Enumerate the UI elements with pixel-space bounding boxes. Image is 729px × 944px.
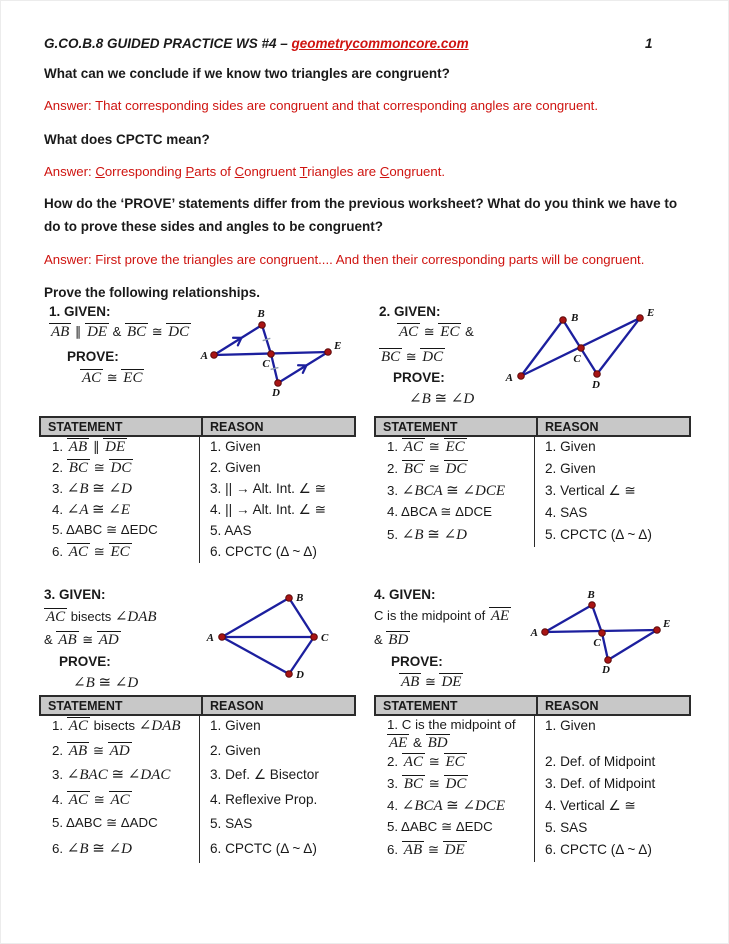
problem3-proof-table	[39, 695, 356, 863]
underlined-letter: C	[95, 164, 105, 179]
reason-cell: 4. SAS	[534, 503, 691, 525]
proof-row	[39, 790, 356, 815]
reason-cell: 5. CPCTC (Δ ~ Δ)	[534, 525, 691, 547]
answer-2: Answer: Corresponding Parts of Congruent Triangles are Congruent.	[44, 164, 446, 179]
statement-cell: 3. ∠B ≅ ∠D	[52, 481, 132, 497]
question-1: What can we conclude if we know two triangles are congruent?	[44, 66, 450, 81]
diagram-edge	[608, 630, 657, 660]
vertex-label: A	[206, 632, 214, 644]
math-segment: ∠BCA ≅ ∠DCE	[401, 798, 506, 815]
title-link[interactable]: geometrycommoncore.com	[291, 36, 469, 51]
overlined-segment: DC	[422, 349, 444, 365]
overlined-segment: AC	[110, 791, 130, 808]
problem4-diagram	[529, 591, 681, 683]
overlined-segment: AD	[98, 632, 119, 648]
statement-cell: 5. ΔABC ≅ ΔEDC	[52, 522, 158, 537]
proof-row	[374, 525, 691, 547]
reason-cell: 3. || → Alt. Int. ∠ ≅	[199, 479, 356, 500]
vertex-label: A	[530, 627, 538, 639]
vertex-dot	[637, 315, 644, 322]
question-2: What does CPCTC mean?	[44, 132, 210, 147]
vertex-dot	[311, 634, 318, 641]
triangle-diagram-svg	[206, 589, 334, 687]
problem1-diagram	[199, 306, 344, 403]
diagram-edge	[278, 352, 328, 383]
proof-row	[39, 716, 356, 741]
overlined-segment: AB	[68, 439, 88, 455]
overlined-segment: DC	[168, 324, 190, 340]
overlined-segment: DC	[445, 776, 467, 793]
math-segment: ∠BCA ≅ ∠DCE	[401, 483, 506, 499]
overlined-segment: AC	[399, 324, 419, 340]
reason-cell: 2. Def. of Midpoint	[534, 752, 691, 774]
overlined-segment: DE	[444, 842, 465, 859]
statement-header: STATEMENT	[383, 698, 458, 713]
reason-cell: 2. Given	[199, 458, 356, 479]
statement-cell: 5. ΔABC ≅ ΔEDC	[387, 819, 493, 835]
statement-cell: 3. ∠BCA ≅ ∠DCE	[387, 483, 506, 499]
math-segment: ∠DAB	[138, 718, 181, 734]
statement-cell: 6. ∠B ≅ ∠D	[52, 840, 132, 857]
diagram-edge	[545, 605, 592, 632]
statement-cell: 4. ∠A ≅ ∠E	[52, 502, 131, 518]
reason-cell: 5. SAS	[199, 814, 356, 839]
table-header-row	[39, 695, 356, 716]
diagram-edge	[214, 325, 262, 355]
problem1-given-label: 1. GIVEN:	[49, 304, 111, 319]
problem4-given-line: C is the midpoint of AE	[374, 608, 510, 624]
problem4-given-line: & BD	[374, 632, 409, 648]
vertex-label: C	[321, 632, 329, 644]
vertex-label: B	[257, 308, 265, 320]
diagram-edge	[222, 598, 289, 637]
overlined-segment: AC	[68, 718, 88, 734]
title-text: G.CO.B.8 GUIDED PRACTICE WS #4 –	[44, 36, 292, 51]
statement-cell: 2. AB ≅ AD	[52, 742, 130, 759]
statement-cell: 6. AC ≅ EC	[52, 544, 130, 560]
vertex-dot	[286, 671, 293, 678]
proof-row	[374, 459, 691, 481]
statement-cell: 6. AB ≅ DE	[387, 842, 465, 859]
problem3-prove-line	[73, 673, 138, 692]
problem3-given-line: & AB ≅ AD	[44, 632, 119, 648]
statement-cell: 4. ∠BCA ≅ ∠DCE	[387, 798, 506, 815]
reason-header: REASON	[536, 697, 689, 714]
problem3-diagram	[206, 589, 334, 687]
overlined-segment: AE	[490, 608, 510, 624]
triangle-diagram-svg	[199, 306, 344, 403]
reason-cell: 3. Def. of Midpoint	[534, 774, 691, 796]
vertex-dot	[211, 352, 218, 359]
reason-cell: 4. Reflexive Prop.	[199, 790, 356, 815]
underlined-letter: T	[299, 164, 308, 179]
table-header-row	[39, 416, 356, 437]
math-segment: ∠B ≅ ∠D	[73, 675, 139, 691]
vertex-dot	[275, 380, 282, 387]
tick-mark	[271, 368, 279, 370]
problem3-given-line: AC bisects ∠DAB	[46, 609, 157, 625]
problem2-prove-label: PROVE:	[393, 370, 445, 385]
reason-cell: 3. Def. ∠ Bisector	[199, 765, 356, 790]
problem1-prove-line: AC ≅ EC	[82, 370, 143, 386]
vertex-dot	[599, 630, 606, 637]
reason-header: REASON	[536, 418, 689, 435]
overlined-segment: DC	[445, 461, 467, 477]
overlined-segment: AB	[58, 632, 77, 648]
overlined-segment: AC	[68, 544, 88, 560]
proof-row	[374, 818, 691, 840]
page-number: 1	[645, 36, 653, 51]
overlined-segment: DE	[87, 324, 108, 340]
vertex-dot	[589, 602, 596, 609]
statement-cell: 3. BC ≅ DC	[387, 776, 467, 793]
overlined-segment: AB	[51, 324, 70, 340]
page-title	[44, 36, 469, 51]
statement-cell: 1. C is the midpoint of AE & BD	[387, 717, 516, 751]
vertex-label: B	[571, 312, 579, 324]
problem4-prove-label: PROVE:	[391, 654, 443, 669]
reason-cell: 1. Given	[199, 716, 356, 741]
vertex-dot	[325, 349, 332, 356]
triangle-diagram-svg	[504, 304, 669, 399]
problem4-prove-line: AB ≅ DE	[401, 674, 462, 690]
overlined-segment: EC	[445, 754, 465, 771]
reason-header: REASON	[201, 697, 354, 714]
vertex-label: B	[296, 592, 304, 604]
proof-row	[39, 741, 356, 766]
overlined-segment: DC	[110, 460, 132, 476]
statement-cell: 3. ∠BAC ≅ ∠DAC	[52, 767, 171, 783]
overlined-segment: DE	[441, 674, 462, 690]
reason-cell: 1. Given	[534, 437, 691, 459]
problem1-prove-label: PROVE:	[67, 349, 119, 364]
proof-row	[374, 796, 691, 818]
table-header-row	[374, 416, 691, 437]
reason-header: REASON	[201, 418, 354, 435]
underlined-letter: C	[234, 164, 245, 179]
statement-cell: 1. AB ∥ DE	[52, 439, 126, 455]
reason-cell: 3. Vertical ∠ ≅	[534, 481, 691, 503]
vertex-label: B	[587, 591, 595, 601]
question-3: How do the ‘PROVE’ statements differ from the previous worksheet? What do you think we have to do to prove these sides and angles to be congruent?	[44, 196, 678, 234]
problem1-given-line: AB ∥ DE & BC ≅ DC	[51, 324, 190, 340]
vertex-label: D	[592, 379, 600, 391]
overlined-segment: AC	[68, 791, 88, 808]
problem3-given-label: 3. GIVEN:	[44, 587, 106, 602]
vertex-dot	[578, 345, 585, 352]
overlined-segment: AB	[403, 842, 423, 859]
vertex-dot	[268, 351, 275, 358]
reason-cell: 6. CPCTC (Δ ~ Δ)	[534, 840, 691, 862]
math-segment: ∠A ≅ ∠E	[66, 502, 131, 518]
statement-cell: 5. ∠B ≅ ∠D	[387, 527, 467, 543]
vertex-dot	[654, 627, 661, 634]
overlined-segment: BC	[403, 461, 423, 477]
vertex-dot	[594, 371, 601, 378]
proof-row	[39, 765, 356, 790]
diagram-edge	[521, 320, 563, 376]
vertex-dot	[286, 595, 293, 602]
problem2-given-line: BC ≅ DC	[381, 349, 444, 365]
statement-cell: 1. AC ≅ EC	[387, 439, 465, 455]
overlined-segment: BC	[381, 349, 401, 365]
proof-row	[39, 479, 356, 500]
math-segment: ∠B ≅ ∠D	[66, 840, 132, 857]
overlined-segment: BD	[427, 734, 448, 751]
statement-cell: 5. ΔABC ≅ ΔADC	[52, 815, 158, 830]
reason-cell: 5. SAS	[534, 818, 691, 840]
proof-row	[39, 500, 356, 521]
overlined-segment: AC	[403, 439, 423, 455]
vertex-label: D	[296, 669, 304, 681]
problem2-prove-line	[409, 389, 474, 408]
statement-cell: 4. AC ≅ AC	[52, 791, 130, 808]
overlined-segment: EC	[445, 439, 465, 455]
vertex-label: E	[334, 340, 342, 352]
reason-cell: 4. || → Alt. Int. ∠ ≅	[199, 500, 356, 521]
proof-row	[374, 752, 691, 774]
overlined-segment: DE	[105, 439, 126, 455]
overlined-segment: AD	[109, 742, 130, 759]
math-segment: ∠B ≅ ∠D	[409, 391, 475, 407]
reason-cell: 1. Given	[534, 716, 691, 752]
triangle-diagram-svg	[529, 591, 681, 683]
statement-cell: 1. AC bisects ∠DAB	[52, 718, 181, 734]
diagram-edge	[592, 605, 602, 633]
vertex-label: D	[272, 387, 280, 399]
proof-row	[39, 814, 356, 839]
vertex-dot	[518, 373, 525, 380]
vertex-dot	[259, 322, 266, 329]
statement-header: STATEMENT	[48, 698, 123, 713]
proof-row	[39, 839, 356, 864]
statement-cell: 4. ΔBCA ≅ ΔDCE	[387, 504, 493, 519]
reason-cell: 2. Given	[199, 741, 356, 766]
diagram-edge	[597, 318, 640, 374]
statement-header: STATEMENT	[383, 419, 458, 434]
vertex-dot	[605, 657, 612, 664]
math-segment: ∠BAC ≅ ∠DAC	[66, 767, 171, 783]
math-segment: ∠DAB	[114, 609, 157, 625]
math-segment: ∠B ≅ ∠D	[66, 481, 132, 497]
problem2-given-line: AC ≅ EC &	[399, 324, 474, 340]
overlined-segment: BC	[403, 776, 423, 793]
statement-cell: 2. BC ≅ DC	[387, 461, 467, 477]
vertex-label: E	[647, 307, 655, 319]
problem3-prove-label: PROVE:	[59, 654, 111, 669]
statement-cell: 2. BC ≅ DC	[52, 460, 132, 476]
reason-cell: 2. Given	[534, 459, 691, 481]
proof-row	[374, 774, 691, 796]
overlined-segment: AB	[68, 742, 88, 759]
problem4-given-label: 4. GIVEN:	[374, 587, 436, 602]
vertex-label: A	[200, 350, 208, 362]
proof-row	[39, 542, 356, 563]
proof-row	[374, 503, 691, 525]
problem1-proof-table	[39, 416, 356, 563]
reason-cell: 4. Vertical ∠ ≅	[534, 796, 691, 818]
answer-1: Answer: That corresponding sides are congruent and that corresponding angles are congruent.	[44, 98, 598, 113]
vertex-dot	[542, 629, 549, 636]
overlined-segment: BC	[68, 460, 88, 476]
overlined-segment: EC	[440, 324, 460, 340]
problem4-proof-table	[374, 695, 691, 862]
proof-row	[39, 458, 356, 479]
reason-cell: 6. CPCTC (Δ ~ Δ)	[199, 542, 356, 563]
overlined-segment: AC	[46, 609, 66, 625]
vertex-label: C	[593, 637, 601, 649]
vertex-label: C	[262, 358, 270, 370]
underlined-letter: P	[185, 164, 195, 179]
statement-header: STATEMENT	[48, 419, 123, 434]
overlined-segment: AE	[389, 734, 408, 751]
table-header-row	[374, 695, 691, 716]
math-segment: ∠B ≅ ∠D	[401, 527, 467, 543]
overlined-segment: AC	[403, 754, 423, 771]
vertex-label: C	[573, 353, 581, 365]
problem2-given-label: 2. GIVEN:	[379, 304, 441, 319]
overlined-segment: AC	[82, 370, 102, 386]
overlined-segment: AB	[401, 674, 420, 690]
vertex-label: A	[505, 372, 513, 384]
answer-3: Answer: First prove the triangles are congruent.... And then their corresponding parts will be congruent.	[44, 252, 645, 267]
vertex-label: D	[602, 664, 610, 676]
statement-cell: 2. AC ≅ EC	[387, 754, 465, 771]
instruction: Prove the following relationships.	[44, 285, 261, 300]
proof-row	[39, 521, 356, 542]
vertex-dot	[560, 317, 567, 324]
proof-row	[39, 437, 356, 458]
overlined-segment: EC	[123, 370, 143, 386]
diagram-edge	[602, 633, 608, 660]
underlined-letter: C	[379, 164, 390, 179]
proof-row	[374, 481, 691, 503]
problem2-diagram	[504, 304, 669, 399]
proof-row	[374, 716, 691, 752]
proof-row	[374, 437, 691, 459]
reason-cell: 1. Given	[199, 437, 356, 458]
overlined-segment: EC	[110, 544, 130, 560]
overlined-segment: BC	[126, 324, 147, 340]
reason-cell: 6. CPCTC (Δ ~ Δ)	[199, 839, 356, 864]
problem2-proof-table	[374, 416, 691, 547]
vertex-label: E	[663, 618, 671, 630]
proof-row	[374, 840, 691, 862]
diagram-edge	[222, 637, 289, 674]
vertex-dot	[219, 634, 226, 641]
overlined-segment: BD	[388, 632, 409, 648]
reason-cell: 5. AAS	[199, 521, 356, 542]
